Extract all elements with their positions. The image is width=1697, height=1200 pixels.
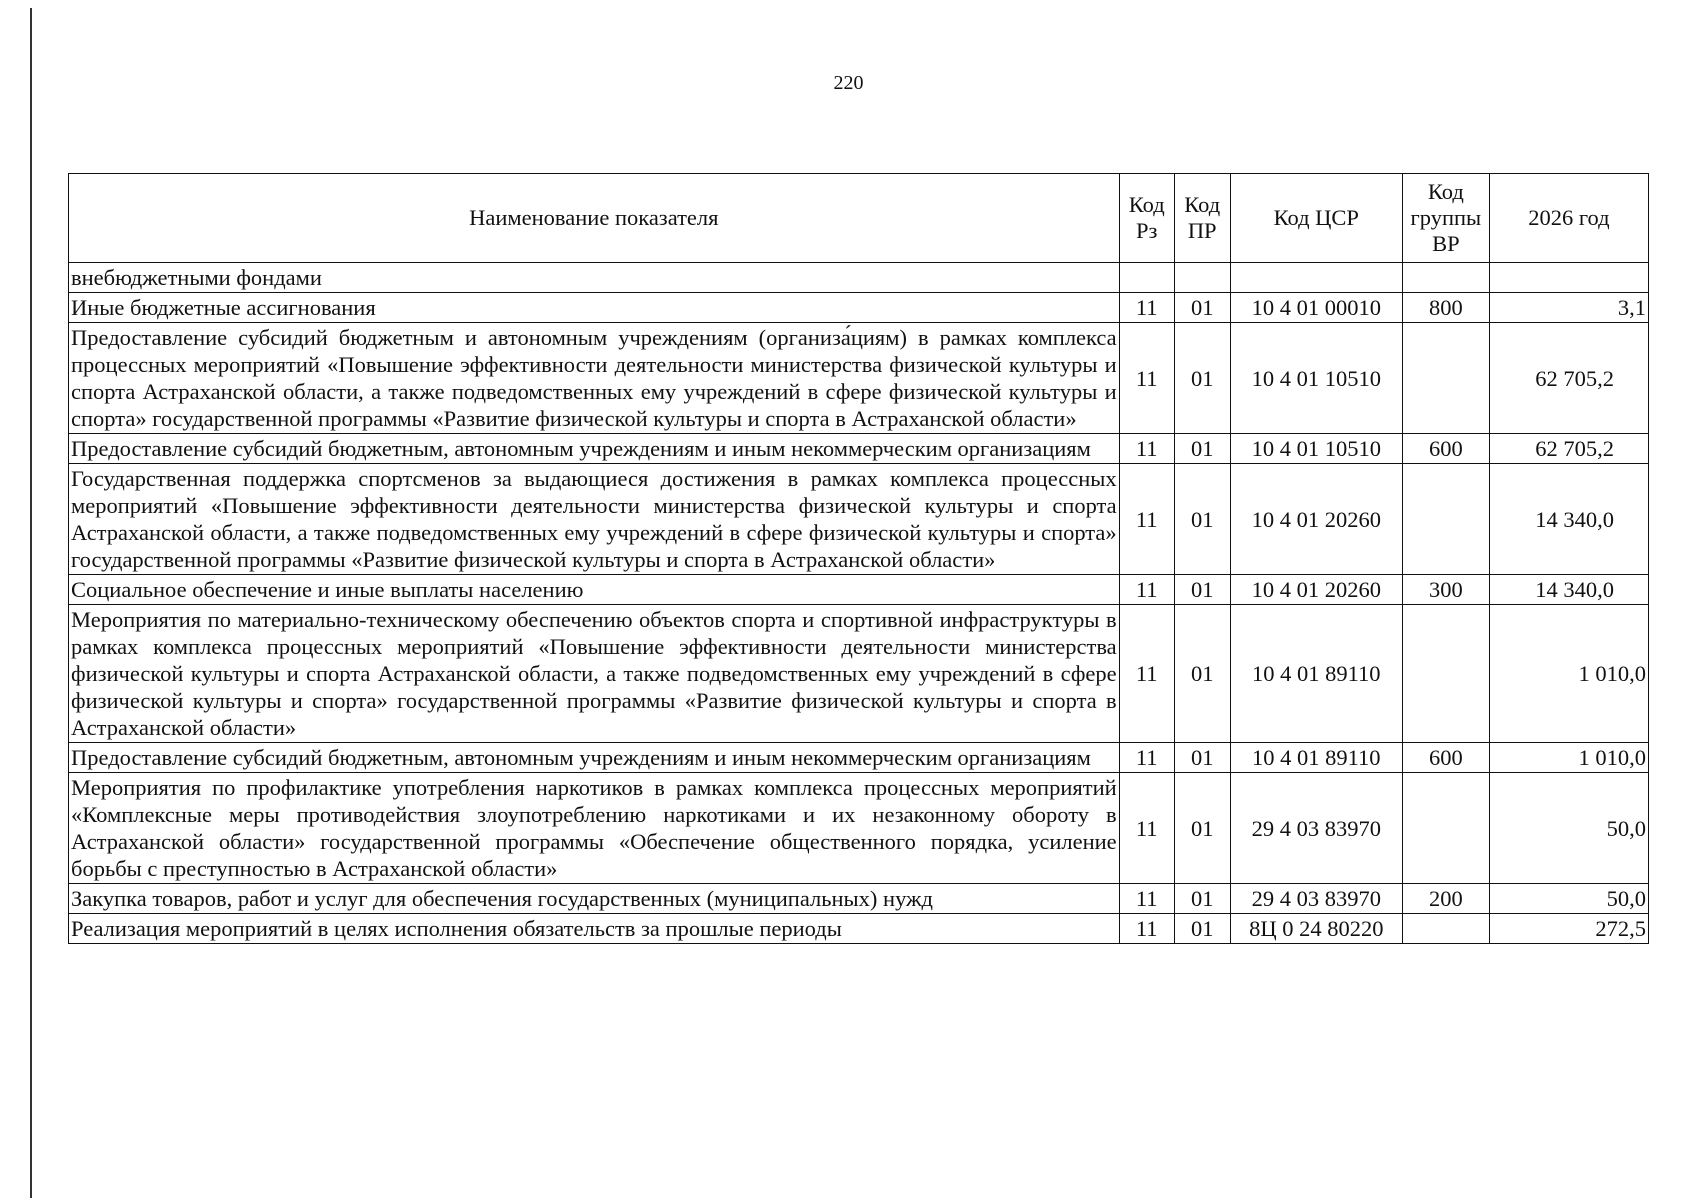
table-row: [69, 323, 1649, 434]
table-row: [69, 434, 1649, 464]
header-pr: Код ПР: [1174, 174, 1230, 263]
row-name: Мероприятия по материально-техническому обеспечению объектов спорта и спортивной инфраструктуры в рамках комплекса процессных мероприятий «Повышение эффективности деятельности министерства физической культуры и спорта Астраханской области, а также подведомственных ему учреждений в сфере физической культуры и спорта» государственной программы «Развитие физической культуры и спорта в Астраханской области»: [69, 605, 1120, 743]
row-pr: 01: [1174, 434, 1230, 464]
row-pr: [1174, 263, 1230, 293]
row-pr: 01: [1174, 773, 1230, 884]
row-rz: 11: [1119, 605, 1174, 743]
row-value: 272,5: [1489, 914, 1648, 944]
row-rz: 11: [1119, 323, 1174, 434]
row-rz: 11: [1119, 773, 1174, 884]
row-name: Социальное обеспечение и иные выплаты населению: [69, 575, 1120, 605]
row-value: 1 010,0: [1489, 743, 1648, 773]
table-row: [69, 773, 1649, 884]
row-csr: 10 4 01 89110: [1230, 605, 1402, 743]
row-name: Предоставление субсидий бюджетным и автономным учреждениям (организа́циям) в рамках комплекса процессных мероприятий «Повышение эффективности деятельности министерства физической культуры и спорта Астраханской области, а также подведомственных ему учреждений в сфере физической культуры и спорта» государственной программы «Развитие физической культуры и спорта в Астраханской области»: [69, 323, 1120, 434]
row-rz: 11: [1119, 914, 1174, 944]
row-rz: 11: [1119, 464, 1174, 575]
header-name: Наименование показателя: [69, 174, 1120, 263]
row-vr: [1402, 914, 1489, 944]
row-pr: 01: [1174, 464, 1230, 575]
row-value: [1489, 263, 1648, 293]
row-pr: 01: [1174, 293, 1230, 323]
row-pr: 01: [1174, 323, 1230, 434]
row-name: внебюджетными фондами: [69, 263, 1120, 293]
table-row: [69, 293, 1649, 323]
row-csr: 10 4 01 20260: [1230, 464, 1402, 575]
header-csr: Код ЦСР: [1230, 174, 1402, 263]
page-number: 220: [833, 72, 864, 94]
row-value: 1 010,0: [1489, 605, 1648, 743]
row-name: Государственная поддержка спортсменов за выдающиеся достижения в рамках комплекса процессных мероприятий «Повышение эффективности деятельности министерства физической культуры и спорта Астраханской области, а также подведомственных ему учреждений в сфере физической культуры и спорта» государственной программы «Развитие физической культуры и спорта в Астраханской области»: [69, 464, 1120, 575]
row-value: 3,1: [1489, 293, 1648, 323]
row-csr: 10 4 01 20260: [1230, 575, 1402, 605]
row-pr: 01: [1174, 743, 1230, 773]
row-vr: 200: [1402, 884, 1489, 914]
row-value: 62 705,2: [1489, 323, 1648, 434]
binding-margin-line: [30, 8, 32, 1198]
row-pr: 01: [1174, 575, 1230, 605]
row-csr: 29 4 03 83970: [1230, 884, 1402, 914]
table-row: [69, 464, 1649, 575]
row-rz: 11: [1119, 434, 1174, 464]
row-rz: [1119, 263, 1174, 293]
row-name: Мероприятия по профилактике употребления наркотиков в рамках комплекса процессных мероприятий «Комплексные меры противодействия злоупотреблению наркотиками и их незаконному обороту в Астраханской области» государственной программы «Обеспечение общественного порядка, усиление борьбы с преступностью в Астраханской области»: [69, 773, 1120, 884]
row-name: Реализация мероприятий в целях исполнения обязательств за прошлые периоды: [69, 914, 1120, 944]
table-row: [69, 263, 1649, 293]
table-row: [69, 743, 1649, 773]
row-value: 50,0: [1489, 884, 1648, 914]
row-rz: 11: [1119, 884, 1174, 914]
row-value: 62 705,2: [1489, 434, 1648, 464]
table-row: [69, 605, 1649, 743]
row-vr: 300: [1402, 575, 1489, 605]
table-row: [69, 884, 1649, 914]
header-year: 2026 год: [1489, 174, 1648, 263]
row-pr: 01: [1174, 914, 1230, 944]
row-vr: 600: [1402, 743, 1489, 773]
table-header-row: [69, 174, 1649, 263]
row-rz: 11: [1119, 575, 1174, 605]
row-vr: [1402, 605, 1489, 743]
row-name: Предоставление субсидий бюджетным, автономным учреждениям и иным некоммерческим организациям: [69, 743, 1120, 773]
row-csr: 10 4 01 10510: [1230, 434, 1402, 464]
row-pr: 01: [1174, 605, 1230, 743]
row-rz: 11: [1119, 293, 1174, 323]
row-vr: [1402, 464, 1489, 575]
row-pr: 01: [1174, 884, 1230, 914]
row-vr: [1402, 323, 1489, 434]
header-rz: Код Рз: [1119, 174, 1174, 263]
row-value: 50,0: [1489, 773, 1648, 884]
row-csr: 10 4 01 10510: [1230, 323, 1402, 434]
table-row: [69, 914, 1649, 944]
row-csr: 10 4 01 89110: [1230, 743, 1402, 773]
budget-table: [68, 173, 1649, 944]
row-name: Иные бюджетные ассигнования: [69, 293, 1120, 323]
row-csr: 29 4 03 83970: [1230, 773, 1402, 884]
row-vr: 800: [1402, 293, 1489, 323]
row-vr: [1402, 773, 1489, 884]
row-rz: 11: [1119, 743, 1174, 773]
row-name: Предоставление субсидий бюджетным, автономным учреждениям и иным некоммерческим организациям: [69, 434, 1120, 464]
row-vr: [1402, 263, 1489, 293]
row-value: 14 340,0: [1489, 464, 1648, 575]
row-name: Закупка товаров, работ и услуг для обеспечения государственных (муниципальных) нужд: [69, 884, 1120, 914]
table-row: [69, 575, 1649, 605]
row-csr: [1230, 263, 1402, 293]
row-csr: 10 4 01 00010: [1230, 293, 1402, 323]
row-csr: 8Ц 0 24 80220: [1230, 914, 1402, 944]
row-vr: 600: [1402, 434, 1489, 464]
header-vr: Код группы ВР: [1402, 174, 1489, 263]
row-value: 14 340,0: [1489, 575, 1648, 605]
